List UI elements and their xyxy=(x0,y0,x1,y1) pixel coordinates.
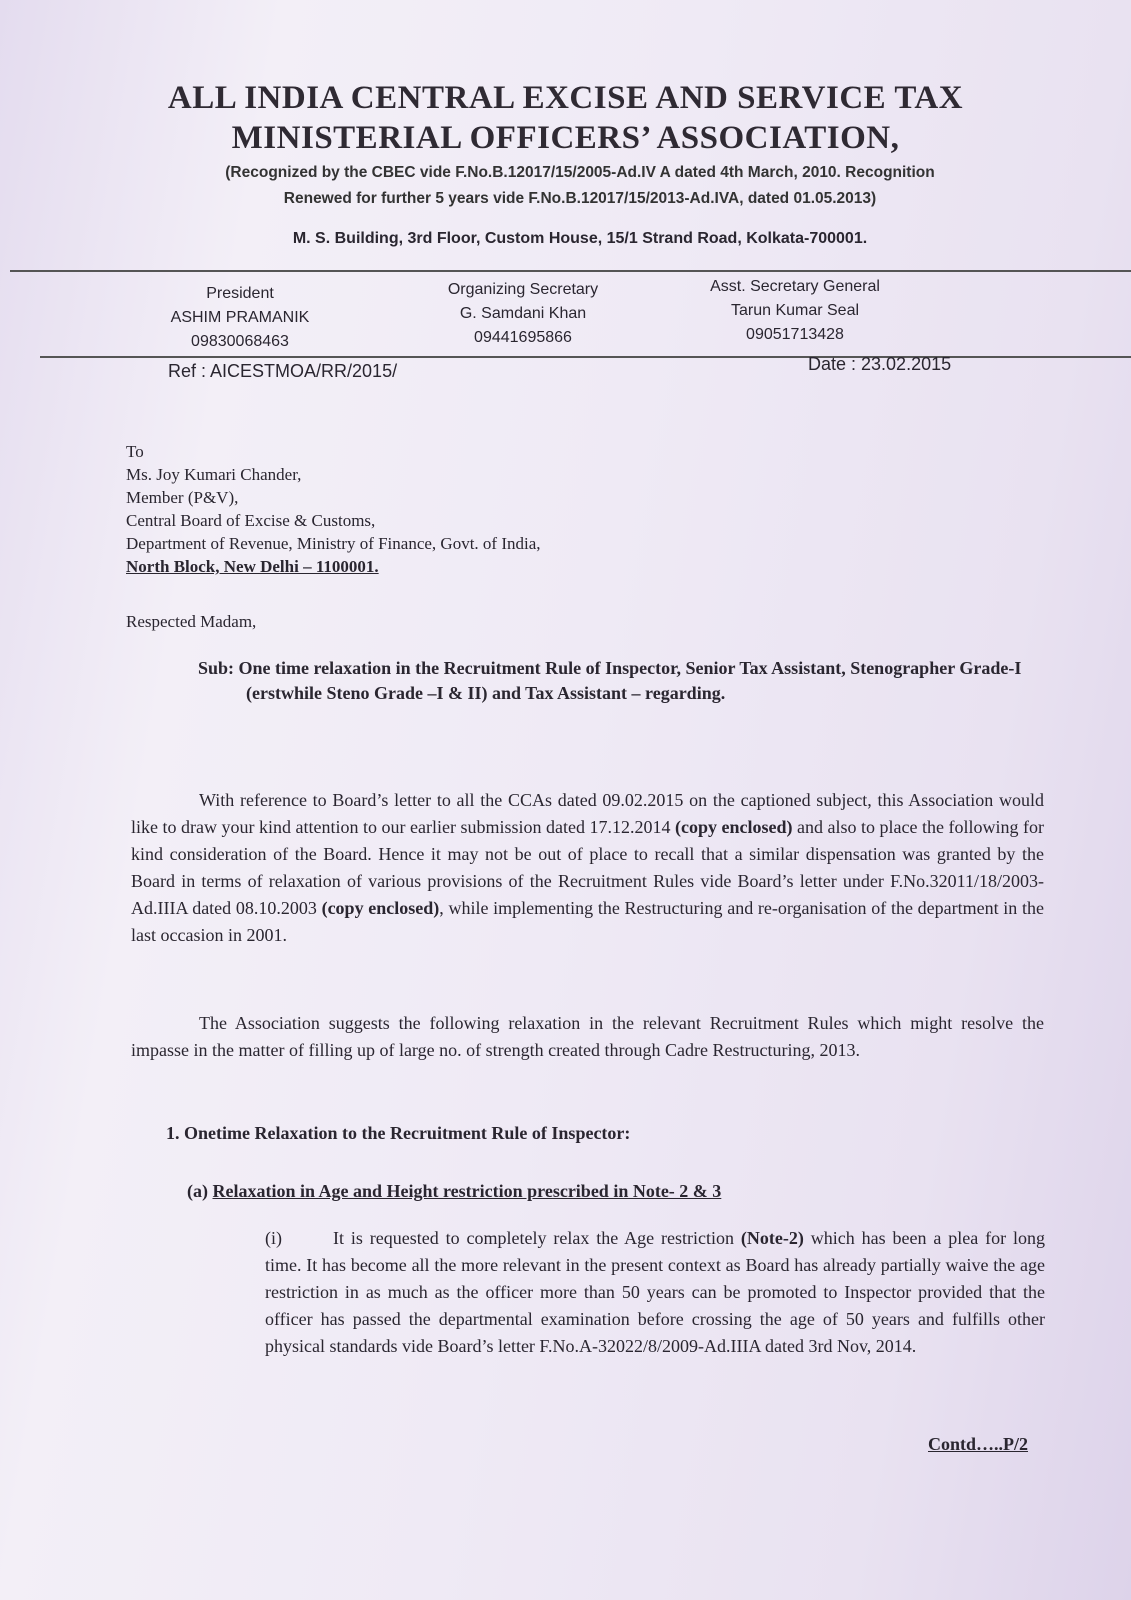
letter-date: Date : 23.02.2015 xyxy=(808,354,952,374)
address: M. S. Building, 3rd Floor, Custom House, 15/1 Strand Road, Kolkata-700001. xyxy=(292,230,868,247)
officer-president xyxy=(110,282,370,354)
heading-age-height: (a) Relaxation in Age and Height restriction prescribed in Note- 2 & 3 xyxy=(187,1181,722,1201)
officer-organizing-secretary xyxy=(393,278,653,350)
addressee-line: Ms. Joy Kumari Chander, xyxy=(126,465,302,484)
officer-name: Tarun Kumar Seal xyxy=(730,302,860,319)
title-line-2: MINISTERIAL OFFICERS’ ASSOCIATION, xyxy=(231,120,900,156)
addressee-line: Department of Revenue, Ministry of Finance, Govt. of India, xyxy=(126,534,541,553)
addressee-line: Central Board of Excise & Customs, xyxy=(126,511,376,530)
divider-top xyxy=(10,270,1131,272)
item-number: (i) xyxy=(265,1228,282,1248)
officer-name: ASHIM PRAMANIK xyxy=(170,309,310,326)
paragraph-2: The Association suggests the following relaxation in the relevant Recruitment Rules which might resolve the impasse in the matter of filling up of large no. of strength created through Cadre Restructuring, 2013. xyxy=(131,1013,1044,1060)
officer-role: President xyxy=(206,285,274,302)
officer-role: Organizing Secretary xyxy=(447,281,599,298)
addressee-line: Member (P&V), xyxy=(126,488,239,507)
title-line-1: ALL INDIA CENTRAL EXCISE AND SERVICE TAX xyxy=(167,80,964,116)
paragraph-1: With reference to Board’s letter to all the CCAs dated 09.02.2015 on the captioned subject, this Association would like to draw your kind attention to our earlier submission dated 17.12.2014 (copy enclosed) and also to place the following for kind consideration of the Board. Hence it may not be out of place to recall that a similar dispensation was granted by the Board in terms of relaxation of various provisions of the Recruitment Rules vide Board’s letter under F.No.32011/18/2003-Ad.IIIA dated 08.10.2003 (copy enclosed), while implementing the Restructuring and re-organisation of the department in the last occasion in 2001. xyxy=(131,790,1045,945)
heading-inspector: 1. Onetime Relaxation to the Recruitment Rule of Inspector: xyxy=(166,1123,631,1143)
addressee-line: To xyxy=(126,442,144,461)
recognition-line-2: Renewed for further 5 years vide F.No.B.12017/15/2013-Ad.IVA, dated 01.05.2013) xyxy=(283,190,877,207)
reference-number: Ref : AICESTMOA/RR/2015/ xyxy=(168,361,398,381)
recognition-line-1: (Recognized by the CBEC vide F.No.B.12017/15/2005-Ad.IV A dated 4th March, 2010. Recognition xyxy=(225,164,935,181)
addressee-block xyxy=(126,440,541,578)
officer-phone: 09051713428 xyxy=(746,326,844,343)
salutation: Respected Madam, xyxy=(126,612,257,631)
officer-role: Asst. Secretary General xyxy=(710,278,880,295)
addressee-line: North Block, New Delhi – 1100001. xyxy=(126,557,379,576)
divider-bottom xyxy=(40,356,1131,358)
officer-name: G. Samdani Khan xyxy=(459,305,587,322)
continued-note: Contd…..P/2 xyxy=(928,1434,1029,1454)
officer-phone: 09830068463 xyxy=(191,333,289,350)
item-i: (i) It is requested to completely relax the Age restriction (Note-2) which has been a plea for long time. It has become all the more relevant in the present context as Board has already partially waive the age restriction in as much as the officer more than 50 years can be promoted to Inspector provided that the officer has passed the departmental examination before crossing the age of 50 years and fulfills other physical standards vide Board’s letter F.No.A-32022/8/2009-Ad.IIIA dated 3rd Nov, 2014. xyxy=(265,1225,1045,1360)
officer-asst-secretary-general xyxy=(665,275,925,347)
subject: Sub: One time relaxation in the Recruitment Rule of Inspector, Senior Tax Assistant, Stenographer Grade-I (erstwhile Steno Grade –I & II) and Tax Assistant – regarding. xyxy=(198,658,1022,703)
officer-phone: 09441695866 xyxy=(474,329,572,346)
